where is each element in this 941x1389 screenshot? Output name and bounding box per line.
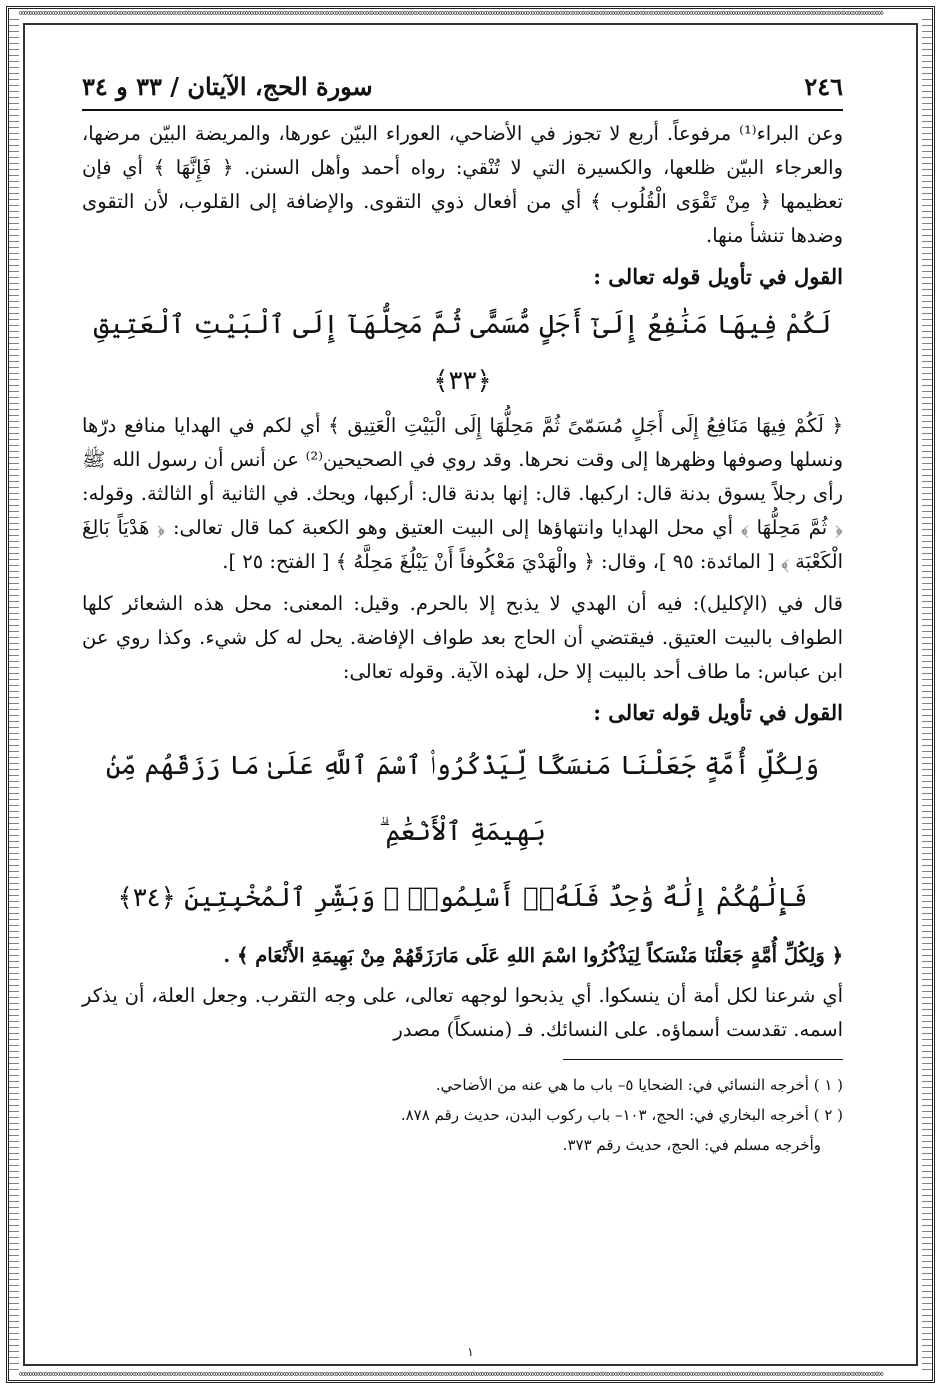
running-title: سورة الحج، الآيتان / ٣٣ و ٣٤	[82, 72, 373, 101]
page-content	[82, 60, 843, 1160]
paragraph-1: وعن البراء⁽¹⁾ مرفوعاً. أربع لا تجوز في الأضاحي، العوراء البيّن عورها، والمريضة البيّن مرضها، والعرجاء البيّن ظلعها، والكسيرة التي لا تُنْقي: رواه أحمد وأهل السنن. ﴿ فَإِنَّهَا ﴾ أي فإن تعظيمها ﴿ مِنْ تَقْوَى الْقُلُوب ﴾ أي من أفعال ذوي التقوى. والإضافة إلى القلوب، لأن التقوى وضدها تنشأ منها.	[82, 122, 843, 247]
section-heading-1: القول في تأويل قوله تعالى :	[593, 264, 843, 289]
section-heading-2: القول في تأويل قوله تعالى :	[593, 700, 843, 725]
border-chain-top: ∞∞∞∞∞∞∞∞∞∞∞∞∞∞∞∞∞∞∞∞∞∞∞∞∞∞∞∞∞∞∞∞∞∞∞∞∞∞∞∞∞∞∞∞∞∞∞∞∞∞∞∞∞∞∞∞∞∞∞∞∞∞∞∞∞∞∞∞∞∞∞∞∞∞∞∞∞∞∞∞∞∞∞∞∞∞∞∞∞∞∞∞∞∞∞∞∞∞∞∞∞∞∞∞∞∞∞∞∞∞∞∞∞∞∞∞∞∞∞∞∞∞∞∞∞∞∞∞∞∞∞∞∞∞∞∞∞∞∞∞∞∞∞∞∞∞∞∞∞∞∞∞∞∞∞∞∞∞∞∞∞∞∞∞∞∞∞∞∞∞∞∞	[19, 9, 883, 19]
bottom-mark: ١	[467, 1345, 474, 1359]
quran-verse-33: لَكُمْ فِيهَا مَنَٰفِعُ إِلَىٰٓ أَجَلٍ مُّسَمًّى ثُمَّ مَحِلُّهَآ إِلَى ٱلْبَيْتِ ٱلْعَتِيقِ ﴿٣٣﴾	[93, 310, 832, 396]
paragraph-4: ﴿ وَلِكُلِّ أُمَّةٍ جَعَلْنَا مَنْسَكاً لِيَذْكُرُوا اسْمَ اللهِ عَلَى مَارَزَقَهُمْ مِنْ بَهِيمَةِ الأَنْعَام ﴾ .	[223, 944, 843, 967]
page-header	[82, 72, 843, 111]
quran-verse-34-line-2: فَإِلَٰهُكُمْ إِلَٰهٌ وَٰحِدٌ فَلَهُۥٓ أَسْلِمُوا۟ ۗ وَبَشِّرِ ٱلْمُخْبِتِينَ ﴿٣٤﴾	[117, 883, 808, 913]
footnote-2: ( ٢ ) أخرجه البخاري في: الحج، ١٠٣– باب ركوب البدن، حديث رقم ٨٧٨.	[400, 1106, 843, 1124]
border-chain-bottom: ∞∞∞∞∞∞∞∞∞∞∞∞∞∞∞∞∞∞∞∞∞∞∞∞∞∞∞∞∞∞∞∞∞∞∞∞∞∞∞∞∞∞∞∞∞∞∞∞∞∞∞∞∞∞∞∞∞∞∞∞∞∞∞∞∞∞∞∞∞∞∞∞∞∞∞∞∞∞∞∞∞∞∞∞∞∞∞∞∞∞∞∞∞∞∞∞∞∞∞∞∞∞∞∞∞∞∞∞∞∞∞∞∞∞∞∞∞∞∞∞∞∞∞∞∞∞∞∞∞∞∞∞∞∞∞∞∞∞∞∞∞∞∞∞∞∞∞∞∞∞∞∞∞∞∞∞∞∞∞∞∞∞∞∞∞∞∞∞∞∞∞∞	[19, 1370, 883, 1380]
border-chain-right	[922, 19, 932, 1370]
footnote-1: ( ١ ) أخرجه النسائي في: الضحايا ٥– باب ما هي عنه من الأضاحي.	[435, 1076, 843, 1094]
footnote-3: وأخرجه مسلم في: الحج، حديث رقم ٣٧٣.	[562, 1136, 821, 1154]
paragraph-5: أي شرعنا لكل أمة أن ينسكوا. أي يذبحوا لوجهه تعالى، على وجه التقرب. وجعل العلة، أن يذكر اسمه. تقدست أسماؤه. على النسائك. فـ (منسكاً) مصدر	[82, 984, 843, 1041]
quran-verse-34-line-1: وَلِكُلِّ أُمَّةٍ جَعَلْنَا مَنسَكًا لِّيَذْكُرُوا۟ ٱسْمَ ٱللَّهِ عَلَىٰ مَا رَزَقَهُم مِّنۢ بَهِيمَةِ ٱلْأَنْعَٰمِ ۗ	[105, 751, 820, 847]
paragraph-3: قال في (الإكليل): فيه أن الهدي لا يذبح إلا بالحرم. وقيل: المعنى: محل هذه الشعائر كلها الطواف بالبيت العتيق. فيقتضي أن الحاج بعد طواف الإفاضة. يحل له كل شيء. وكذا روي عن ابن عباس: ما طاف أحد بالبيت إلا حل، لهذه الآية. وقوله تعالى:	[82, 592, 843, 683]
footnote-rule	[563, 1059, 843, 1060]
page-number: ٢٤٦	[804, 72, 843, 101]
paragraph-2: ﴿ لَكُمْ فِيهَا مَنَافِعُ إِلَى أَجَلٍ مُسَمّىً ثُمَّ مَحِلُّهَا إِلَى الْبَيْتِ الْعَتِيق ﴾ أي لكم في الهدايا منافع درّها ونسلها وصوفها وظهرها إلى وقت نحرها. وقد روي في الصحيحين⁽²⁾ عن أنس أن رسول الله ﷺ رأى رجلاً يسوق بدنة قال: اركبها. قال: إنها بدنة قال: أركبها، ويحك. في الثانية أو الثالثة. وقوله: ﴿ ثُمَّ مَحِلُّهَا ﴾ أي محل الهدايا وانتهاؤها إلى البيت العتيق وهو الكعبة كما قال تعالى: ﴿ هَدْيَاً بَالِغَ الْكَعْبَة ﴾ [ المائدة: ٩٥ ]، وقال: ﴿ والْهَدْيَ مَعْكُوفاً أَنْ يَبْلُغَ مَحِلَّهُ ﴾ [ الفتح: ٢٥ ].	[82, 414, 843, 573]
footnotes	[82, 1059, 843, 1160]
border-chain-left	[9, 19, 19, 1370]
